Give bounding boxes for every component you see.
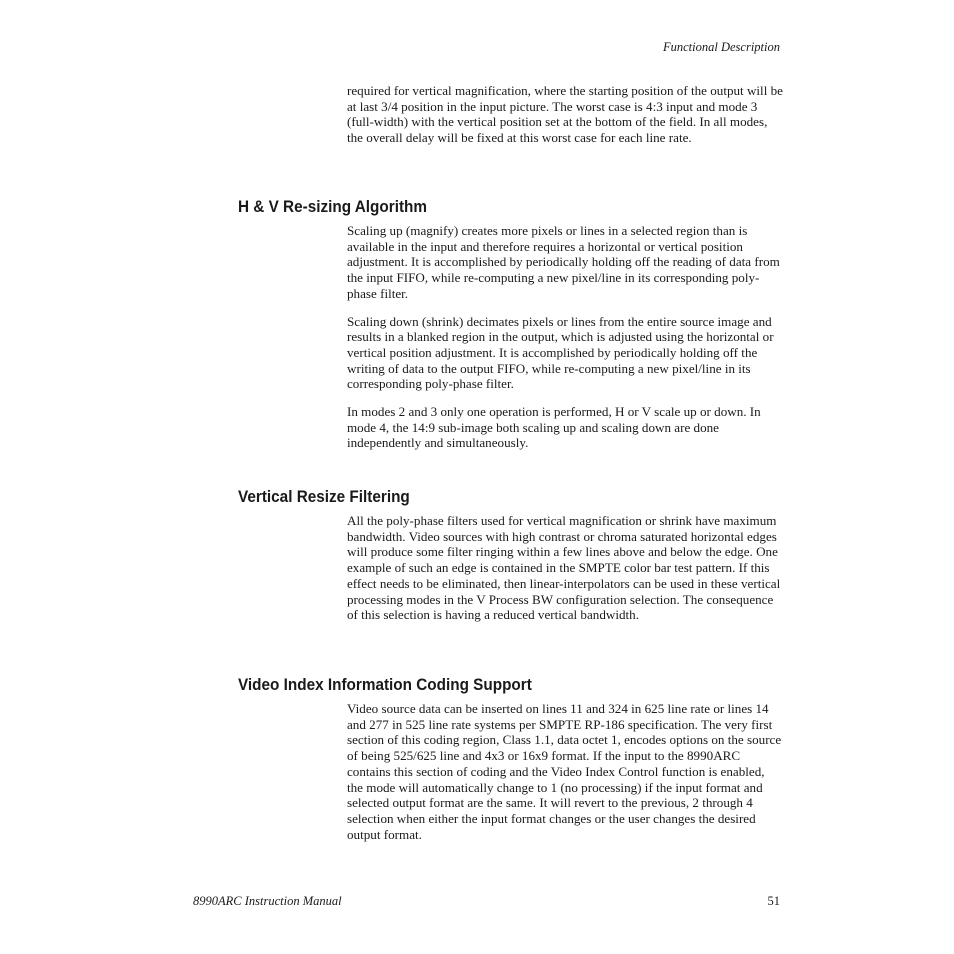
paragraph: Scaling up (magnify) creates more pixels or lines in a selected region than is available in the input and therefore requires a horizontal or vertical position adjustment. It is accomplished by periodically holding off the reading of data from the input FIFO, while re-computing a new pixel/line in its corresponding poly-phase filter.	[347, 223, 780, 301]
section-vertical-resize-body	[347, 513, 783, 635]
intro-block	[347, 83, 783, 158]
heading-hv-resizing: H & V Re-sizing Algorithm	[238, 197, 427, 216]
page-number: 51	[767, 894, 780, 908]
section-hv-resizing-body	[347, 223, 783, 463]
paragraph: Scaling down (shrink) decimates pixels or lines from the entire source image and results in a blanked region in the output, which is adjusted using the horizontal or vertical position adjustment. It is accomplished by periodically holding off the writing of data to the output FIFO, while re-computing a new pixel/line in its corresponding poly-phase filter.	[347, 313, 774, 392]
footer-manual-title: 8990ARC Instruction Manual	[193, 894, 342, 908]
paragraph: Video source data can be inserted on lines 11 and 324 in 625 line rate or lines 14 and 277 in 525 line rate systems per SMPTE RP-186 specification. The very first section of this coding region, Class 1.1, data octet 1, encodes options on the source of being 525/625 line and 4x3 or 16x9 format. If the input to the 8990ARC contains this section of coding and the Video Index Control function is enabled, the mode will automatically change to 1 (no processing) if the input format and selected output format are the same. It will revert to the previous, 2 through 4 selection when either the input format changes or the user changes the desired output format.	[347, 701, 782, 842]
heading-vertical-resize-filtering: Vertical Resize Filtering	[238, 487, 410, 506]
intro-paragraph: required for vertical magnification, where the starting position of the output will be at last 3/4 position in the input picture. The worst case is 4:3 input and mode 3 (full-width) with the vertical position set at the bottom of the field. In all modes, the overall delay will be fixed at this worst case for each line rate.	[347, 83, 783, 146]
running-header: Functional Description	[663, 40, 780, 54]
heading-video-index: Video Index Information Coding Support	[238, 675, 532, 694]
paragraph: In modes 2 and 3 only one operation is performed, H or V scale up or down. In mode 4, the 14:9 sub-image both scaling up and scaling down are done independently and simultaneously.	[347, 404, 761, 451]
paragraph: All the poly-phase filters used for vertical magnification or shrink have maximum bandwidth. Video sources with high contrast or chroma saturated horizontal edges will produce some filter ringing within a few lines above and below the edge. One example of such an edge is contained in the SMPTE color bar test pattern. If this effect needs to be eliminated, then linear-interpolators can be used in these vertical processing modes in the V Process BW configuration selection. The consequence of this selection is having a reduced vertical bandwidth.	[347, 513, 781, 623]
section-video-index-body	[347, 701, 783, 854]
